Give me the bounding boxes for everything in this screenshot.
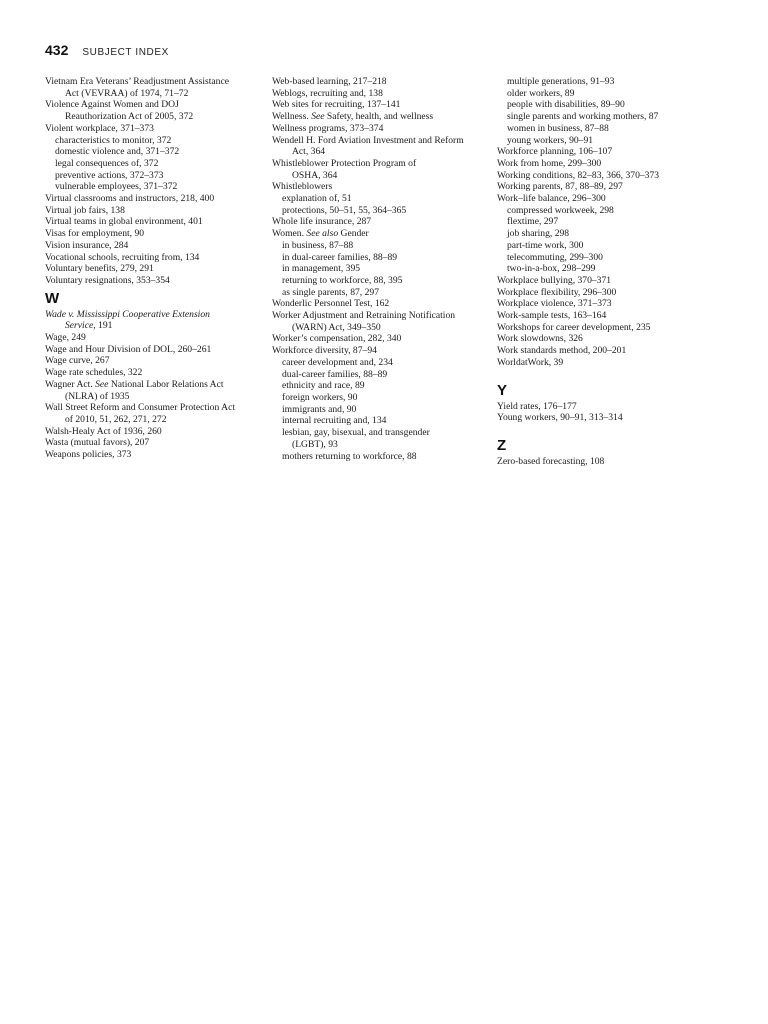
index-subentry: vulnerable employees, 371–372: [55, 181, 178, 193]
index-subentry: in business, 87–88: [282, 239, 354, 251]
index-entry: Worker’s compensation, 282, 340: [272, 333, 402, 345]
index-subentry: as single parents, 87, 297: [282, 286, 379, 298]
index-subentry: two-in-a-box, 298–299: [507, 263, 596, 275]
index-entry: Wage and Hour Division of DOL, 260–261: [45, 343, 212, 355]
index-column-3: [497, 76, 712, 468]
index-subentry: characteristics to monitor, 372: [55, 134, 172, 146]
index-subentry: multiple generations, 91–93: [507, 76, 615, 87]
section-letter: Y: [497, 381, 508, 399]
index-entry: Wellness. See Safety, health, and wellness: [272, 111, 434, 123]
index-entry: Wage curve, 267: [45, 355, 110, 367]
index-entry: Zero-based forecasting, 108: [497, 455, 605, 467]
index-entry: Work standards method, 200–201: [497, 345, 627, 357]
section-letter: Z: [497, 436, 507, 454]
index-entry: Work slowdowns, 326: [497, 333, 583, 345]
index-entry: Vocational schools, recruiting from, 134: [45, 251, 200, 263]
index-entry: Weapons policies, 373: [45, 449, 132, 461]
index-subentry: dual-career families, 88–89: [282, 368, 388, 380]
index-subentry: returning to workforce, 88, 395: [282, 274, 403, 286]
index-entry: Wellness programs, 373–374: [272, 122, 384, 134]
index-entry-continuation: (NLRA) of 1935: [65, 390, 130, 402]
index-entry: Violence Against Women and DOJ: [45, 99, 179, 111]
index-subentry: internal recruiting and, 134: [282, 415, 387, 427]
index-entry: Vietnam Era Veterans’ Readjustment Assistance: [45, 76, 229, 87]
index-entry: Vision insurance, 284: [45, 239, 129, 251]
index-entry: Wage rate schedules, 322: [45, 367, 143, 379]
index-subentry: job sharing, 298: [507, 228, 570, 240]
index-entry: Virtual job fairs, 138: [45, 204, 125, 216]
index-subentry: young workers, 90–91: [507, 134, 594, 146]
index-entry-continuation: of 2010, 51, 262, 271, 272: [65, 413, 167, 425]
index-entry: Virtual classrooms and instructors, 218, 400: [45, 193, 215, 205]
index-entry: Working parents, 87, 88–89, 297: [497, 181, 623, 193]
index-entry: Workforce planning, 106–107: [497, 146, 613, 158]
section-gap: [497, 369, 712, 379]
index-entry: Work from home, 299–300: [497, 157, 602, 169]
index-entry: Web sites for recruiting, 137–141: [272, 99, 401, 111]
index-entry: Whole life insurance, 287: [272, 216, 372, 228]
index-subentry: part-time work, 300: [507, 239, 584, 251]
index-subentry: people with disabilities, 89–90: [507, 99, 625, 111]
index-entry: Yield rates, 176–177: [497, 400, 577, 412]
index-entry: Work-sample tests, 163–164: [497, 310, 607, 322]
index-entry: Wasta (mutual favors), 207: [45, 437, 150, 449]
page-header: [45, 42, 169, 58]
index-subentry: flextime, 297: [507, 216, 559, 228]
index-entry: Workplace flexibility, 296–300: [497, 286, 617, 298]
page-number: 432: [45, 42, 69, 58]
index-entry: Web-based learning, 217–218: [272, 76, 387, 87]
section-gap: [497, 424, 712, 434]
index-entry: Voluntary benefits, 279, 291: [45, 263, 154, 275]
index-entry: Worker Adjustment and Retraining Notification: [272, 310, 456, 322]
index-subentry: single parents and working mothers, 87: [507, 111, 659, 123]
index-entry-continuation: (LGBT), 93: [292, 438, 338, 450]
index-subentry: foreign workers, 90: [282, 391, 358, 403]
running-head: SUBJECT INDEX: [82, 47, 169, 58]
index-entry: Wagner Act. See National Labor Relations Act: [45, 378, 224, 390]
index-subentry: explanation of, 51: [282, 193, 352, 205]
index-subentry: women in business, 87–88: [507, 122, 609, 134]
index-entry-continuation: Act, 364: [292, 146, 326, 158]
index-entry-continuation: Service, 191: [65, 320, 113, 332]
index-entry: Wade v. Mississippi Cooperative Extension: [45, 308, 210, 320]
index-entry: Work–life balance, 296–300: [497, 193, 606, 205]
index-entry-continuation: Act (VEVRAA) of 1974, 71–72: [65, 87, 189, 99]
index-entry: Wage, 249: [45, 332, 86, 344]
index-entry: Wall Street Reform and Consumer Protection Act: [45, 402, 235, 414]
index-subentry: in dual-career families, 88–89: [282, 251, 398, 263]
index-entry: Walsh-Healy Act of 1936, 260: [45, 425, 162, 437]
index-subentry: compressed workweek, 298: [507, 204, 614, 216]
index-subentry: ethnicity and race, 89: [282, 380, 365, 392]
index-entry-continuation: (WARN) Act, 349–350: [292, 321, 381, 333]
index-entry: Visas for employment, 90: [45, 228, 145, 240]
index-entry: Wendell H. Ford Aviation Investment and Reform: [272, 134, 464, 146]
index-subentry: career development and, 234: [282, 356, 393, 368]
index-entry: Whistleblower Protection Program of: [272, 157, 417, 169]
index-entry: Wonderlic Personnel Test, 162: [272, 298, 390, 310]
index-column-1: [45, 76, 260, 461]
index-entry: Young workers, 90–91, 313–314: [497, 412, 623, 424]
index-subentry: in management, 395: [282, 263, 361, 275]
index-entry-continuation: OSHA, 364: [292, 169, 338, 181]
index-entry: Whistleblowers: [272, 181, 333, 193]
index-entry: Workforce diversity, 87–94: [272, 345, 377, 357]
index-subentry: telecommuting, 299–300: [507, 251, 603, 263]
index-subentry: immigrants and, 90: [282, 403, 357, 415]
index-entry: Workplace violence, 371–373: [497, 298, 612, 310]
index-entry: Working conditions, 82–83, 366, 370–373: [497, 169, 660, 181]
index-subentry: preventive actions, 372–373: [55, 169, 164, 181]
index-subentry: protections, 50–51, 55, 364–365: [282, 204, 407, 216]
index-entry: Virtual teams in global environment, 401: [45, 216, 203, 228]
index-entry: Voluntary resignations, 353–354: [45, 274, 170, 286]
section-letter: W: [45, 289, 60, 307]
index-subentry: domestic violence and, 371–372: [55, 146, 180, 158]
index-subentry: older workers, 89: [507, 87, 575, 99]
index-entry-continuation: Reauthorization Act of 2005, 372: [65, 111, 194, 123]
index-entry: Workshops for career development, 235: [497, 321, 651, 333]
index-entry: Violent workplace, 371–373: [45, 122, 154, 134]
index-entry: WorldatWork, 39: [497, 356, 564, 368]
index-subentry: lesbian, gay, bisexual, and transgender: [282, 427, 430, 439]
index-subentry: legal consequences of, 372: [55, 157, 159, 169]
index-entry: Workplace bullying, 370–371: [497, 274, 612, 286]
index-entry: Weblogs, recruiting and, 138: [272, 87, 383, 99]
index-subentry: mothers returning to workforce, 88: [282, 450, 417, 462]
index-column-2: [272, 76, 487, 462]
index-entry: Women. See also Gender: [272, 228, 369, 240]
